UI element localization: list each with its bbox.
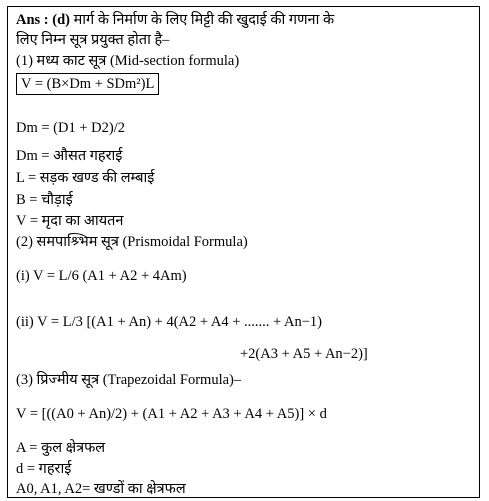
dm-definition: Dm = (D1 + D2)/2 (16, 120, 125, 136)
trapezoidal-heading: (3) प्रिज्मीय सूत्र (Trapezoidal Formula)– (16, 372, 242, 388)
areas-meaning: A0, A1, A2= खण्डों का क्षेत्रफल (16, 481, 186, 497)
mid-section-formula-text: V = (B×Dm + SDm²)L (21, 76, 155, 92)
d-meaning: d = गहराई (16, 461, 72, 477)
answer-label: Ans : (d) (16, 12, 70, 28)
l-meaning: L = सड़क खण्ड की लम्बाई (16, 170, 155, 186)
prismoidal-formula-ii-a: (ii) V = L/3 [(A1 + An) + 4(A2 + A4 + ....... + An−1) (16, 314, 323, 330)
mid-section-formula (16, 73, 159, 95)
prismoidal-formula-ii-b: +2(A3 + A5 + An−2)] (240, 346, 368, 362)
answer-intro-line-1 (16, 11, 334, 29)
trapezoidal-formula: V = [((A0 + An)/2) + (A1 + A2 + A3 + A4 + A5)] × d (16, 406, 327, 422)
mid-section-formula-box (16, 73, 159, 95)
prismoidal-formula-i: (i) V = L/6 (A1 + A2 + 4Am) (16, 268, 187, 284)
answer-box (7, 6, 480, 498)
answer-intro-line-2: लिए निम्न सूत्र प्रयुक्त होता है– (16, 32, 170, 48)
dm-meaning: Dm = औसत गहराई (16, 148, 123, 164)
answer-intro-text: मार्ग के निर्माण के लिए मिट्टी की खुदाई की गणना के (73, 12, 335, 28)
a-meaning: A = कुल क्षेत्रफल (16, 440, 106, 456)
prismoidal-heading: (2) समपाश्र्भिम सूत्र (Prismoidal Formula) (16, 234, 248, 250)
b-meaning: B = चौड़ाई (16, 192, 73, 208)
v-meaning: V = मृदा का आयतन (16, 213, 124, 229)
mid-section-heading: (1) मध्य काट सूत्र (Mid-section formula) (16, 53, 240, 69)
